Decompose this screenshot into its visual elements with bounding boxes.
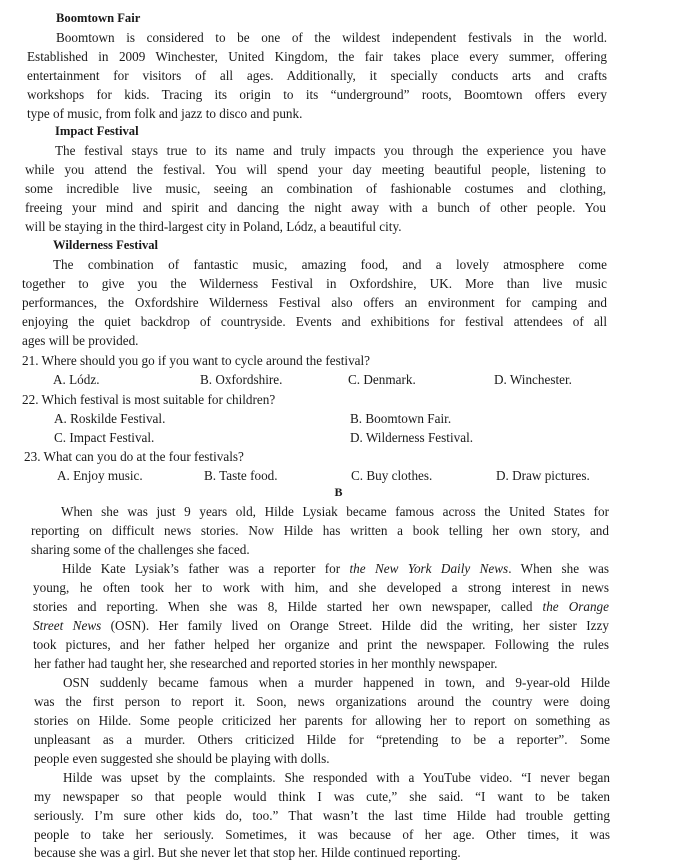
- question-21-stem: 21. Where should you go if you want to cycle around the festival?: [22, 353, 371, 368]
- paragraph-line: while you attend the festival. You will spend your day meeting beautiful people, listening to: [25, 162, 606, 177]
- question-23-option-c[interactable]: C. Buy clothes.: [351, 468, 433, 483]
- question-23-option-d[interactable]: D. Draw pictures.: [496, 468, 590, 483]
- festival-title-boomtown: Boomtown Fair: [56, 11, 141, 25]
- newspaper-title: Street News: [33, 618, 102, 633]
- paragraph-line: When she was just 9 years old, Hilde Lysiak became famous across the United States for: [61, 504, 609, 519]
- text-run: stories and reporting. When she was 8, Hilde started her own newspaper, called: [33, 599, 543, 614]
- paragraph-line: Hilde was upset by the complaints. She responded with a YouTube video. “I never began: [63, 770, 610, 785]
- paragraph-line: unpleasant as a murder. Others criticized Hilde for “pretending to be a reporter”. Some: [34, 732, 610, 747]
- paragraph-line: workshops for kids. Tracing its origin to its “underground” roots, Boomtown offers every: [27, 87, 607, 102]
- paragraph-line: performances, the Oxfordshire Wilderness Festival also offers an environment for camping and: [22, 295, 607, 310]
- paragraph-line: people even suggested she should be playing with dolls.: [34, 751, 330, 766]
- paragraph-line: together to give you the Wilderness Festival in Oxfordshire, UK. More than live music: [22, 276, 607, 291]
- question-21-option-b[interactable]: B. Oxfordshire.: [200, 372, 283, 387]
- paragraph-line: will be staying in the third-largest city in Poland, Lódz, a beautiful city.: [25, 219, 402, 234]
- question-21-option-d[interactable]: D. Winchester.: [494, 372, 572, 387]
- paragraph-line: ages will be provided.: [22, 333, 139, 348]
- paragraph-line: her father had taught her, she researched and reported stories in her monthly newspaper.: [34, 656, 498, 671]
- question-23-stem: 23. What can you do at the four festivals?: [24, 449, 244, 464]
- paragraph-line: stories on Hilde. Some people criticized her parents for allowing her to report on something as: [34, 713, 610, 728]
- paragraph-line: [62, 559, 609, 578]
- section-heading-b: B: [334, 485, 343, 499]
- question-22-option-c[interactable]: C. Impact Festival.: [54, 430, 155, 445]
- question-22-option-d[interactable]: D. Wilderness Festival.: [350, 430, 474, 445]
- paragraph-line: sharing some of the challenges she faced.: [31, 542, 250, 557]
- paragraph-line: [33, 616, 609, 635]
- paragraph-line: [33, 597, 609, 616]
- festival-title-impact: Impact Festival: [55, 124, 139, 138]
- question-22-option-b[interactable]: B. Boomtown Fair.: [350, 411, 452, 426]
- festival-title-wilderness: Wilderness Festival: [53, 238, 159, 252]
- paragraph-line: young, he often took her to work with him, and she developed a strong interest in news: [33, 580, 609, 595]
- paragraph-line: Established in 2009 Winchester, United Kingdom, the fair takes place every summer, offering: [27, 49, 607, 64]
- paragraph-line: my newspaper so that people would think I was cute,” she said. “I want to be taken: [34, 789, 610, 804]
- paragraph-line: some incredible live music, seeing an combination of fashionable costumes and clothing,: [25, 181, 606, 196]
- question-21-option-c[interactable]: C. Denmark.: [348, 372, 416, 387]
- paragraph-line: took pictures, and her father helped her organize and print the newspaper. Following the rules: [33, 637, 609, 652]
- paragraph-line: enjoying the quiet backdrop of countryside. Events and exhibitions for festival attendees of all: [22, 314, 607, 329]
- paragraph-line: seriously. I’m sure other kids do, too.” That wasn’t the last time Hilde had trouble getting: [34, 808, 610, 823]
- paragraph-line: was the first person to report it. Soon, news organizations around the country were doing: [34, 694, 610, 709]
- newspaper-title: the Orange: [542, 599, 609, 614]
- text-run: Hilde Kate Lysiak’s father was a reporter for: [62, 561, 350, 576]
- paragraph-line: entertainment for visitors of all ages. Additionally, it specially conducts arts and crafts: [27, 68, 607, 83]
- paragraph-line: OSN suddenly became famous when a murder happened in town, and 9-year-old Hilde: [63, 675, 610, 690]
- paragraph-line: The festival stays true to its name and truly impacts you through the experience you have: [55, 143, 606, 158]
- paragraph-line: reporting on difficult news stories. Now Hilde has written a book telling her own story, and: [31, 523, 609, 538]
- question-22-stem: 22. Which festival is most suitable for children?: [22, 392, 276, 407]
- paragraph-line: Boomtown is considered to be one of the wildest independent festivals in the world.: [56, 30, 607, 45]
- text-run: . When she was: [508, 561, 610, 576]
- newspaper-title: the New York Daily News: [349, 561, 509, 576]
- question-21-option-a[interactable]: A. Lódz.: [53, 372, 100, 387]
- paragraph-line: freeing your mind and spirit and dancing the night away with a bunch of other people. You: [25, 200, 606, 215]
- paragraph-line: type of music, from folk and jazz to disco and punk.: [27, 106, 303, 121]
- paragraph-line: because she was a girl. But she never let that stop her. Hilde continued reporting.: [34, 845, 461, 860]
- paragraph-line: people to take her seriously. Sometimes, it was because of her age. Other times, it was: [34, 827, 610, 842]
- question-22-option-a[interactable]: A. Roskilde Festival.: [54, 411, 166, 426]
- question-23-option-b[interactable]: B. Taste food.: [204, 468, 278, 483]
- question-23-option-a[interactable]: A. Enjoy music.: [57, 468, 143, 483]
- text-run: (OSN). Her family lived on Orange Street. Hilde did the writing, her sister Izzy: [101, 618, 609, 633]
- paragraph-line: The combination of fantastic music, amazing food, and a lovely atmosphere come: [53, 257, 607, 272]
